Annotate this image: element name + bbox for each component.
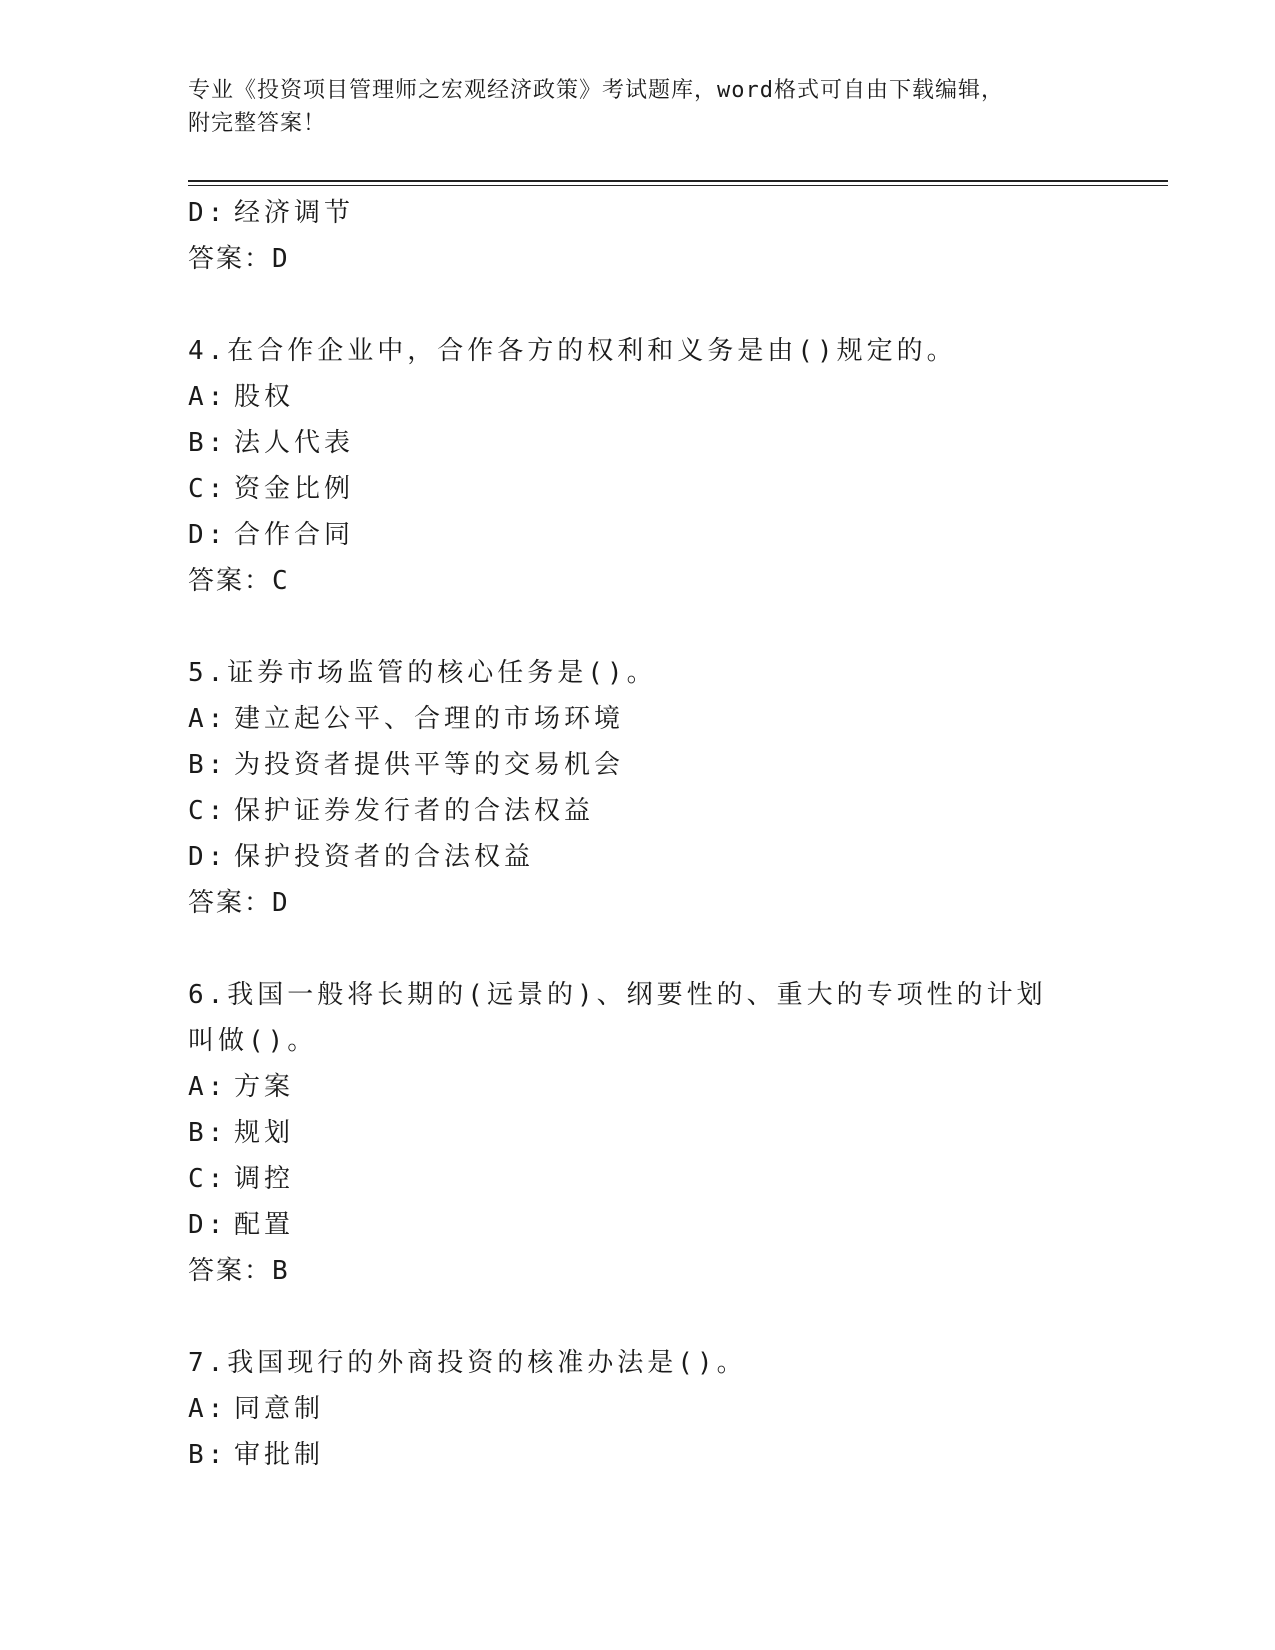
- option-d: [188, 834, 1088, 880]
- answer-line: 答案：B: [188, 1256, 290, 1286]
- option-key: A:: [188, 382, 228, 412]
- option-key: D:: [188, 198, 228, 228]
- option-key: B:: [188, 750, 228, 780]
- option-text: 经济调节: [234, 198, 355, 228]
- option-key: D:: [188, 842, 228, 872]
- question-stem: 4.在合作企业中，合作各方的权利和义务是由()规定的。: [188, 336, 957, 366]
- option-text: 为投资者提供平等的交易机会: [234, 750, 625, 780]
- option-key: D:: [188, 520, 228, 550]
- option-d: [188, 190, 1088, 236]
- option-text: 审批制: [234, 1440, 325, 1470]
- option-text: 保护证券发行者的合法权益: [234, 796, 595, 826]
- option-a: [188, 1064, 1088, 1110]
- option-a: [188, 696, 1088, 742]
- option-text: 法人代表: [234, 428, 355, 458]
- option-text: 配置: [234, 1210, 295, 1240]
- option-key: A:: [188, 704, 228, 734]
- option-c: [188, 1156, 1088, 1202]
- option-b: [188, 420, 1088, 466]
- option-a: [188, 1386, 1088, 1432]
- option-key: A:: [188, 1072, 228, 1102]
- document-header: [188, 74, 1088, 140]
- spacer: [188, 926, 1088, 972]
- option-key: B:: [188, 1440, 228, 1470]
- option-c: [188, 788, 1088, 834]
- option-key: B:: [188, 428, 228, 458]
- option-text: 建立起公平、合理的市场环境: [234, 704, 625, 734]
- answer-line: 答案：D: [188, 244, 290, 274]
- option-b: [188, 1432, 1088, 1478]
- question-stem: 6.我国一般将长期的(远景的)、纲要性的、重大的专项性的计划叫做()。: [188, 980, 1047, 1056]
- option-key: C:: [188, 796, 228, 826]
- spacer: [188, 1294, 1088, 1340]
- option-key: B:: [188, 1118, 228, 1148]
- option-text: 同意制: [234, 1394, 325, 1424]
- option-key: C:: [188, 1164, 228, 1194]
- option-text: 调控: [234, 1164, 295, 1194]
- answer-line: 答案：D: [188, 888, 290, 918]
- question-stem: 5.证券市场监管的核心任务是()。: [188, 658, 657, 688]
- option-text: 合作合同: [234, 520, 355, 550]
- spacer: [188, 282, 1088, 328]
- question-list: [188, 190, 1088, 1478]
- spacer: [188, 604, 1088, 650]
- option-text: 资金比例: [234, 474, 355, 504]
- option-key: D:: [188, 1210, 228, 1240]
- option-c: [188, 466, 1088, 512]
- question-stem: 7.我国现行的外商投资的核准办法是()。: [188, 1348, 747, 1378]
- answer-line: 答案：C: [188, 566, 290, 596]
- option-key: C:: [188, 474, 228, 504]
- header-divider-thin: [188, 185, 1168, 186]
- option-d: [188, 1202, 1088, 1248]
- option-b: [188, 742, 1088, 788]
- option-text: 股权: [234, 382, 295, 412]
- option-text: 规划: [234, 1118, 295, 1148]
- option-key: A:: [188, 1394, 228, 1424]
- option-b: [188, 1110, 1088, 1156]
- option-text: 保护投资者的合法权益: [234, 842, 535, 872]
- option-d: [188, 512, 1088, 558]
- option-a: [188, 374, 1088, 420]
- header-line-2: 附完整答案！: [188, 111, 327, 136]
- header-divider-thick: [188, 180, 1168, 182]
- option-text: 方案: [234, 1072, 295, 1102]
- header-line-1: 专业《投资项目管理师之宏观经济政策》考试题库，word格式可自由下载编辑，: [188, 78, 1004, 103]
